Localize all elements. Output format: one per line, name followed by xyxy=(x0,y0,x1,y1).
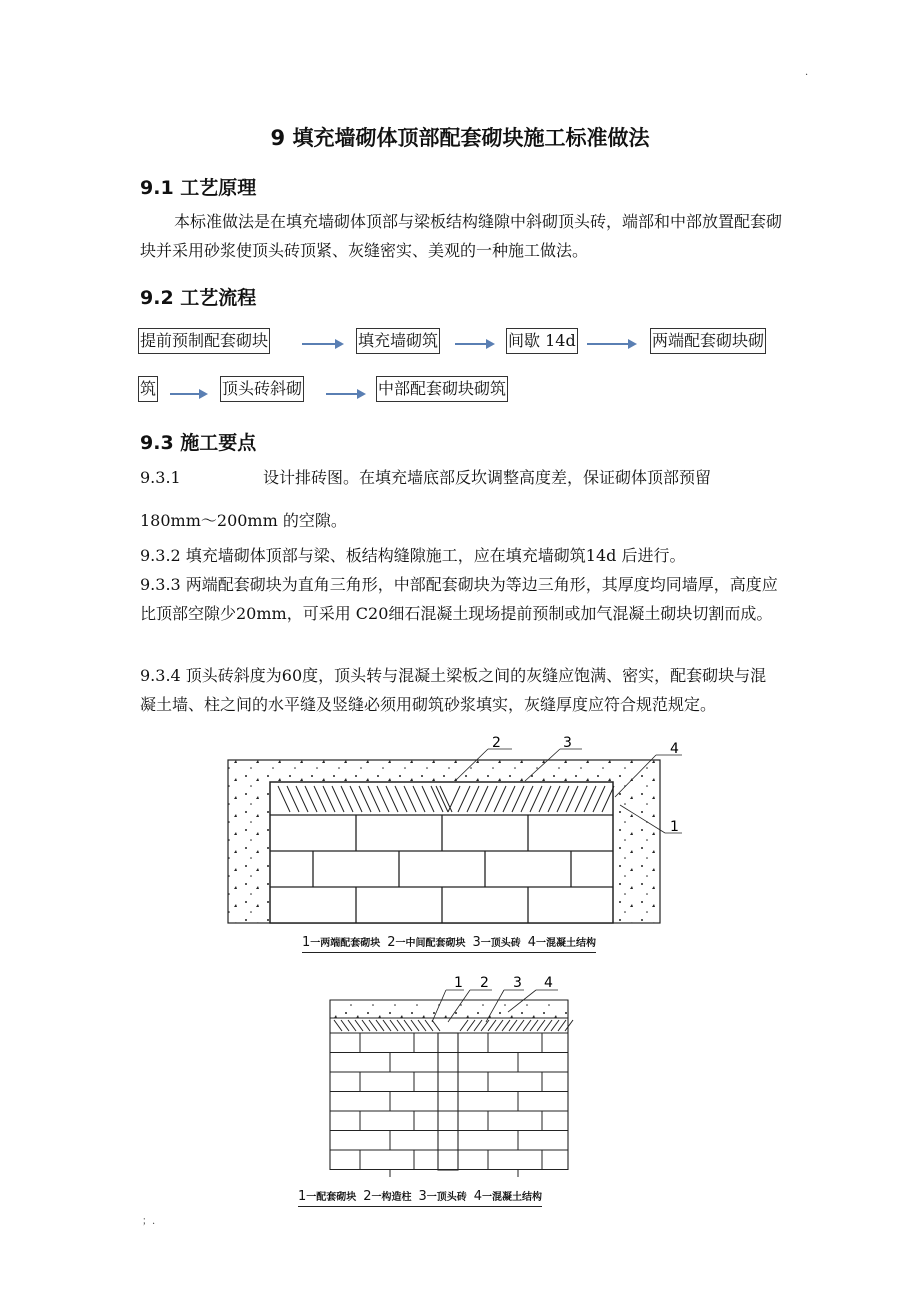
flow-arrow xyxy=(326,393,364,395)
page-title: 9 填充墙砌体顶部配套砌块施工标准做法 xyxy=(270,126,650,150)
caption-num: 2 xyxy=(363,1189,372,1204)
caption-num: 3 xyxy=(418,1189,427,1204)
fig2-label-1: 1 xyxy=(454,975,463,991)
flow-step-4: 两端配套砌块砌 xyxy=(650,328,766,354)
point-9-3-3: 9.3.3 两端配套砌块为直角三角形，中部配套砌块为等边三角形，其厚度均同墙厚，高度应比顶部空隙少20mm，可采用 C20细石混凝土现场提前预制或加气混凝土砌块切割而成。 xyxy=(140,575,778,623)
flow-step-4-cont: 筑 xyxy=(138,376,158,402)
fig2-label-2: 2 xyxy=(480,975,489,991)
caption-num: 3 xyxy=(472,935,481,950)
header-mark: · xyxy=(805,70,809,81)
caption-num: 1 xyxy=(302,935,311,950)
flow-arrow xyxy=(170,393,206,395)
section-9-3-heading: 9.3 施工要点 xyxy=(140,432,257,454)
caption-text: 一混凝土结构 xyxy=(482,1192,543,1203)
fig1-label-2: 2 xyxy=(492,735,501,751)
caption-num: 1 xyxy=(298,1189,307,1204)
flow-step-2: 填充墙砌筑 xyxy=(356,328,440,354)
flow-step-6: 中部配套砌块砌筑 xyxy=(376,376,508,402)
figure-2-caption xyxy=(298,1188,542,1207)
fig2-label-3: 3 xyxy=(513,975,522,991)
caption-text: 一顶头砖 xyxy=(426,1192,467,1203)
point-9-3-1-text: 设计排砖图。在填充墙底部反坎调整高度差，保证砌体顶部预留 xyxy=(263,468,712,487)
flow-arrow xyxy=(302,343,342,345)
flow-step-3: 间歇 14d xyxy=(506,328,578,354)
point-9-3-2: 9.3.2 填充墙砌体顶部与梁、板结构缝隙施工，应在填充墙砌筑14d 后进行。 xyxy=(140,546,686,565)
figure-1-caption xyxy=(302,934,596,953)
flow-arrow xyxy=(455,343,493,345)
caption-num: 2 xyxy=(387,935,396,950)
caption-text: 一配套砌块 xyxy=(306,1192,357,1203)
caption-text: 一构造柱 xyxy=(371,1192,412,1203)
figure-2-elevation xyxy=(320,972,580,1177)
section-9-1-text: 本标准做法是在填充墙砌体顶部与梁板结构缝隙中斜砌顶头砖，端部和中部放置配套砌块并采用砂浆使顶头砖顶紧、灰缝密实、美观的一种施工做法。 xyxy=(140,212,783,260)
caption-text: 一中间配套砌块 xyxy=(395,938,466,949)
point-9-3-1-number: 9.3.1 xyxy=(140,468,181,487)
caption-text: 一两端配套砌块 xyxy=(310,938,381,949)
flow-arrow xyxy=(587,343,635,345)
fig1-label-1: 1 xyxy=(670,819,679,835)
fig1-label-3: 3 xyxy=(563,735,572,751)
flow-step-1: 提前预制配套砌块 xyxy=(138,328,270,354)
fig1-label-4: 4 xyxy=(670,741,679,757)
point-9-3-1-text-cont: 180mm～200mm 的空隙。 xyxy=(140,511,347,530)
figure-1-elevation xyxy=(220,735,690,927)
caption-num: 4 xyxy=(527,935,537,950)
footer-mark: ；. xyxy=(142,1216,156,1227)
point-9-3-4: 9.3.4 顶头砖斜度为60度，顶头转与混凝土梁板之间的灰缝应饱满、密实，配套砌块与混凝土墙、柱之间的水平缝及竖缝必须用砌筑砂浆填实，灰缝厚度应符合规范规定。 xyxy=(140,666,767,714)
caption-text: 一顶头砖 xyxy=(480,938,521,949)
flow-step-5: 顶头砖斜砌 xyxy=(220,376,304,402)
fig2-label-4: 4 xyxy=(544,975,553,991)
section-9-2-heading: 9.2 工艺流程 xyxy=(140,287,257,309)
caption-text: 一混凝土结构 xyxy=(536,938,597,949)
caption-num: 4 xyxy=(473,1189,483,1204)
section-9-1-heading: 9.1 工艺原理 xyxy=(140,177,257,199)
